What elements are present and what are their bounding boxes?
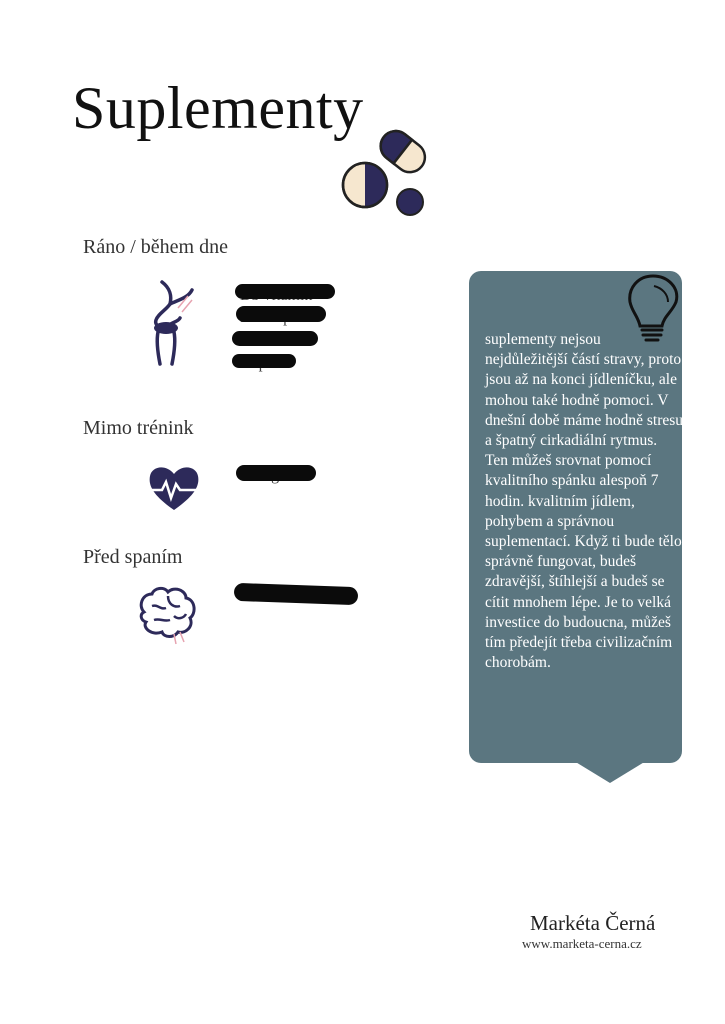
section-heading-morning: Ráno / během dne xyxy=(83,236,228,258)
page-title: Suplementy xyxy=(72,75,364,141)
redaction-bar xyxy=(232,331,318,346)
brain-icon xyxy=(134,584,200,646)
redaction-bar xyxy=(232,354,296,368)
info-box-tail xyxy=(574,761,646,783)
website-link[interactable]: www.marketa-cerna.cz xyxy=(522,936,642,951)
author-name: Markéta Černá xyxy=(530,911,656,935)
pills-icon xyxy=(335,118,440,218)
section-heading-before-sleep: Před spaním xyxy=(83,546,183,568)
redaction-bar xyxy=(236,465,316,481)
heart-pulse-icon xyxy=(144,462,204,514)
section-heading-off-training: Mimo trénink xyxy=(83,417,194,439)
redaction-bar xyxy=(235,284,335,299)
knee-joint-icon xyxy=(148,278,200,368)
redaction-bar xyxy=(236,306,326,322)
info-box-text: suplementy nejsou nejdůležitější částí stravy, proto jsou až na konci jídleníčku, ale mohou také hodně pomoci. V dnešní době máme hodně stresu a špatný cirkadiální rytmus. Ten můžeš srovnat pomocí kvalitního spánku alespoň 7 hodin. kvalitním jídlem, pohybem a správnou suplementací. Když ti bude tělo správně fungovat, budeš zdravější, štíhlejší a budeš se cítit mnohem lépe. Je to velká investice do budoucna, můžeš tím předejít třeba civilizačním chorobám. xyxy=(485,331,684,672)
